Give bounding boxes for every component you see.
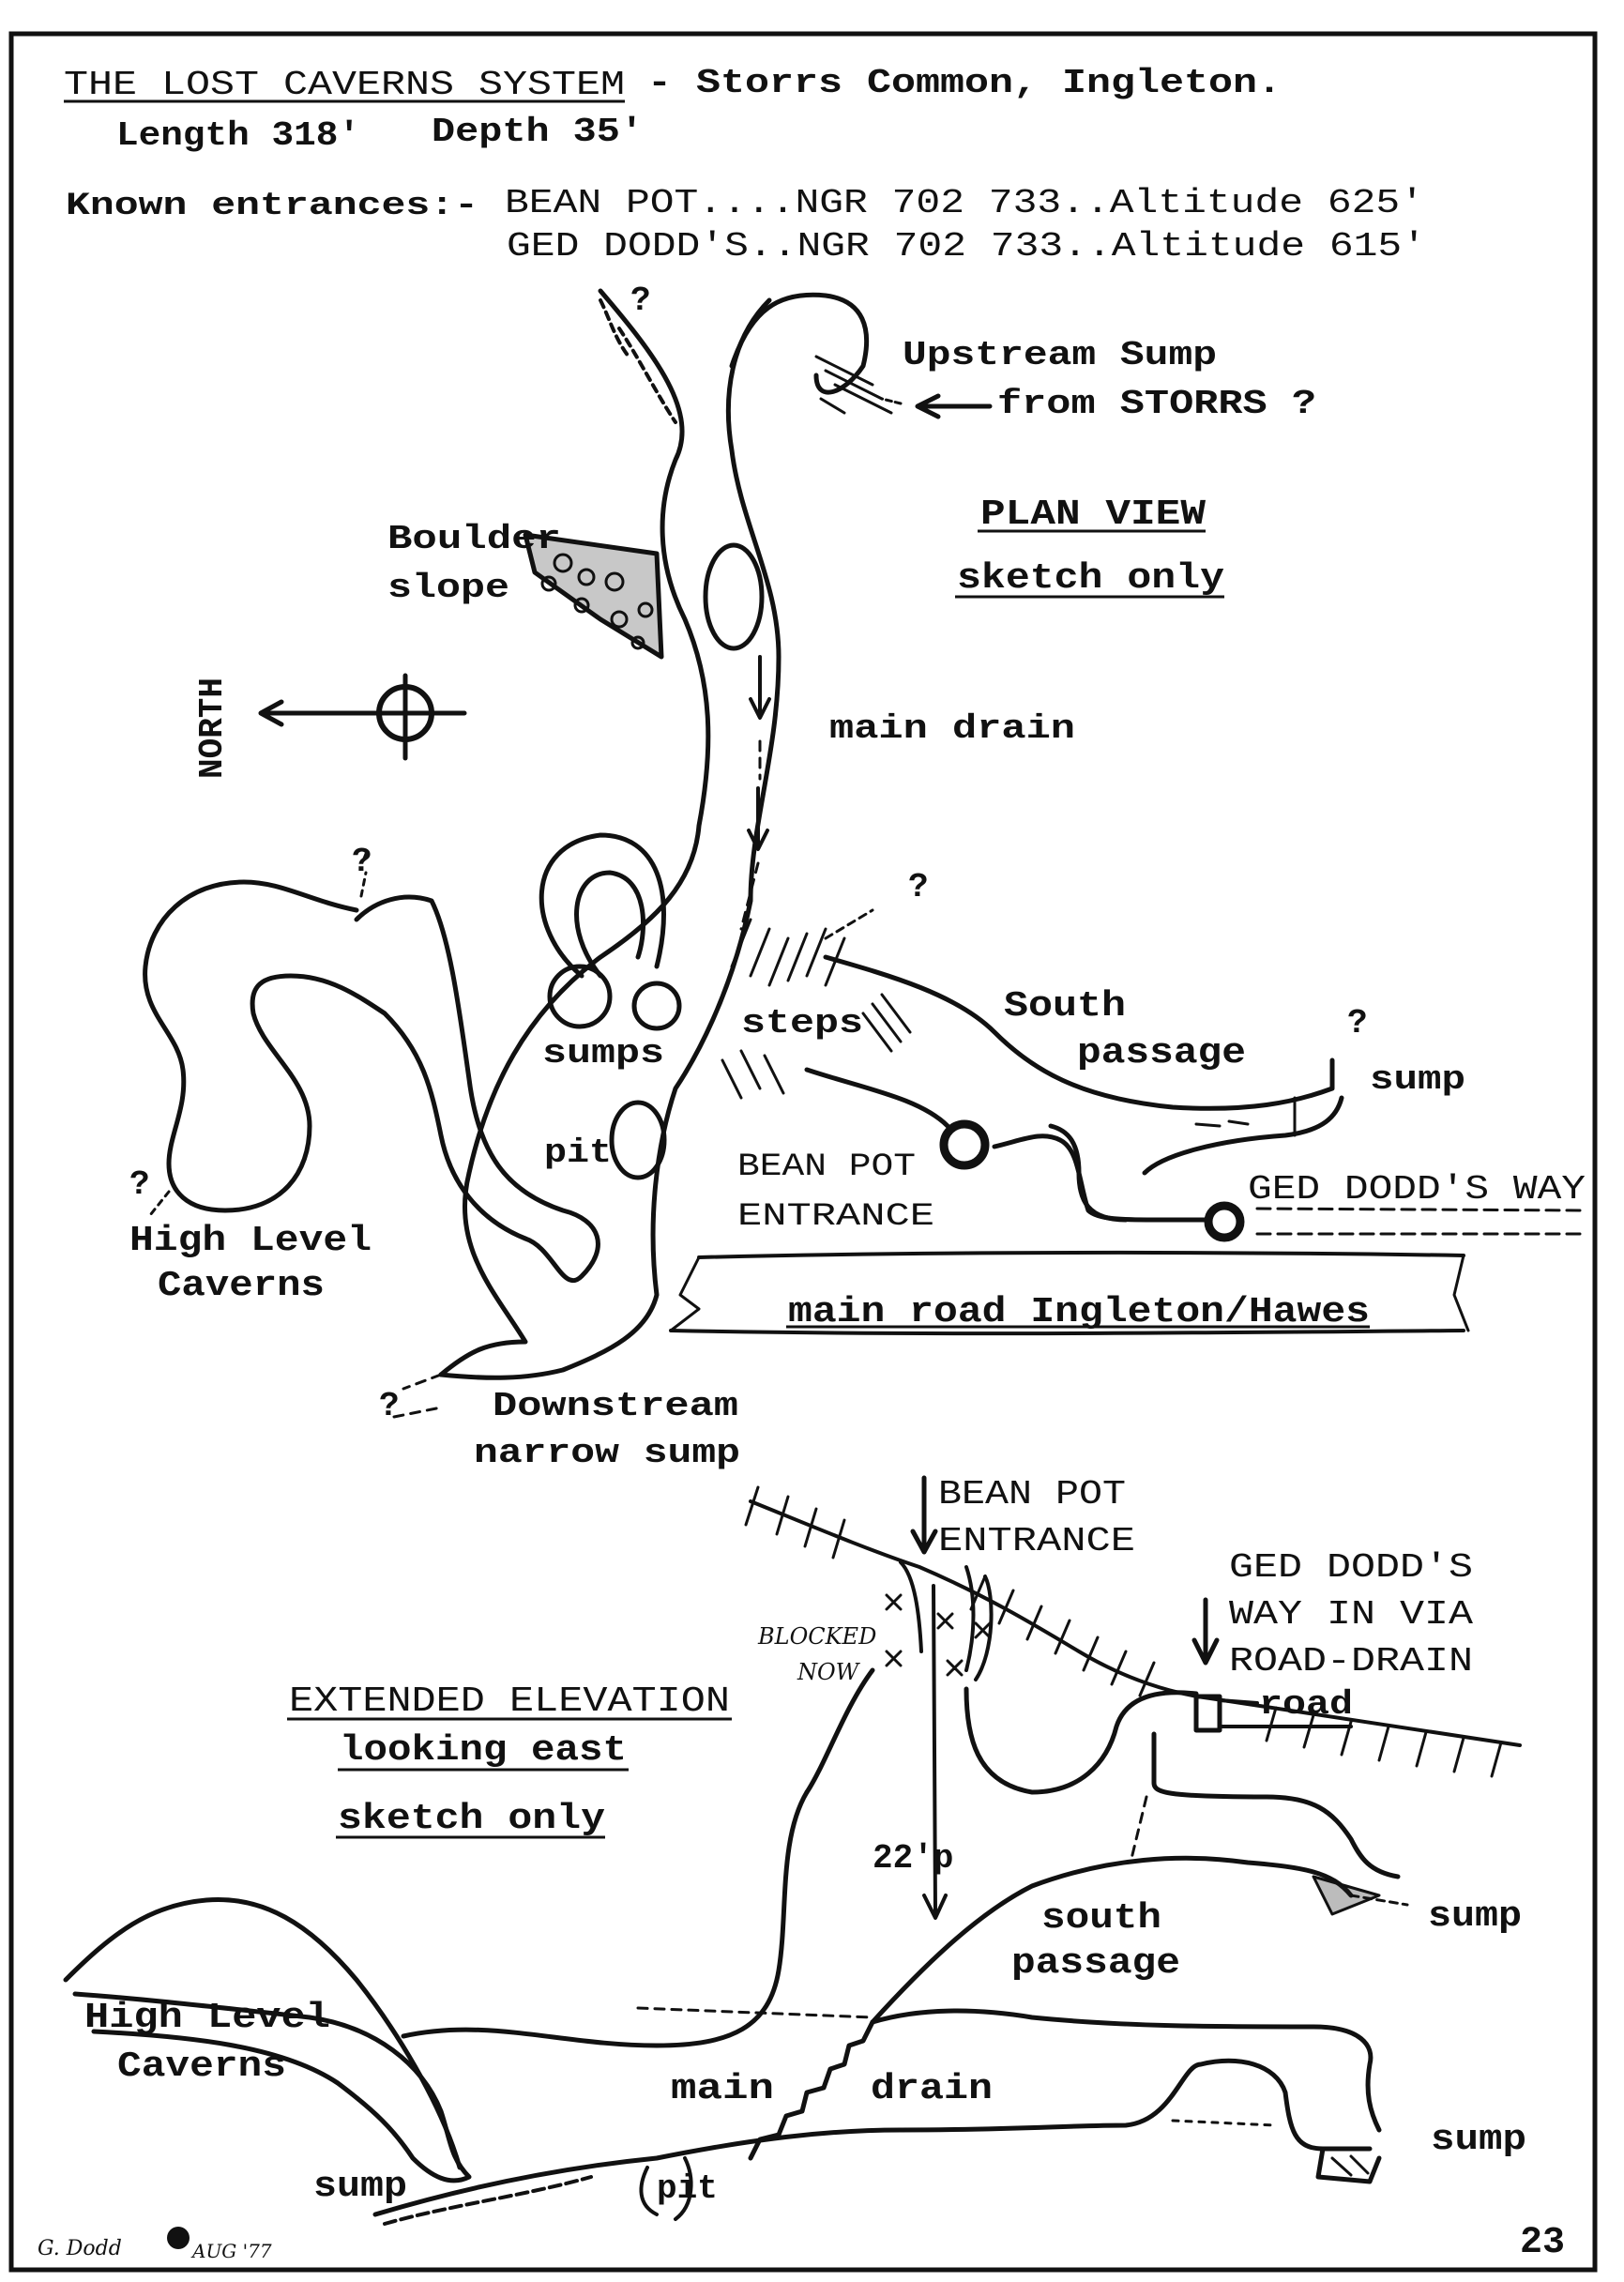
plan-question-steps: ? — [908, 868, 929, 906]
elevation-dashed-connection — [1131, 1797, 1146, 1863]
plan-downstream-lead — [394, 1375, 441, 1417]
elevation-view — [66, 1478, 1520, 2224]
plan-entrance-link — [994, 1136, 1210, 1220]
elevation-sump-bottom-right-hatch — [1332, 2156, 1368, 2175]
header-location: - Storrs Common, Ingleton. — [647, 64, 1282, 102]
footer-date: AUG '77 — [192, 2240, 272, 2262]
elevation-sump-bottom-right-label: sump — [1431, 2120, 1526, 2160]
plan-question-west: ? — [129, 1165, 150, 1204]
header-length: Length 318' — [116, 116, 360, 155]
plan-ged-dodds-entrance — [1208, 1206, 1240, 1238]
elevation-ged-dodds-label-3: ROAD-DRAIN — [1229, 1642, 1473, 1681]
plan-high-level-label-2: Caverns — [158, 1266, 325, 1306]
plan-high-level-west-lead — [150, 1192, 169, 1215]
plan-road-top — [699, 1253, 1464, 1257]
elevation-high-level-label-2: Caverns — [117, 2046, 286, 2087]
footer — [38, 2222, 1565, 2264]
elevation-ged-dodds-label-1: GED DODD'S — [1229, 1548, 1473, 1587]
plan-boulder-label-1: Boulder — [387, 520, 561, 558]
plan-bean-pot-entrance — [944, 1124, 985, 1165]
footer-page-number: 23 — [1520, 2222, 1566, 2264]
elevation-sump-right-label: sump — [1428, 1896, 1522, 1937]
elevation-road-drain-box — [1196, 1696, 1220, 1730]
elevation-sump-right-hatch — [1313, 1877, 1379, 1914]
plan-sump-2 — [634, 983, 679, 1028]
plan-question-upstream: ? — [630, 281, 651, 320]
elevation-subtitle: looking east — [340, 1730, 627, 1771]
elevation-dashed-roof — [638, 2008, 873, 2017]
plan-sumps-label: sumps — [542, 1034, 664, 1073]
elevation-upper-chamber — [807, 1670, 1196, 1792]
plan-upstream-arrow — [918, 396, 990, 417]
plan-bean-pot-label-2: ENTRANCE — [737, 1199, 934, 1235]
plan-steps-label: steps — [741, 1004, 863, 1042]
plan-south-label-2: passage — [1077, 1033, 1246, 1073]
footer-signature-mark — [167, 2227, 190, 2249]
elevation-bean-pot-label-2: ENTRANCE — [938, 1522, 1135, 1560]
elevation-drain-label: drain — [871, 2069, 993, 2109]
plan-upstream-sump-label-1: Upstream Sump — [903, 336, 1217, 374]
plan-upstream-sump-label-2: from STORRS ? — [997, 385, 1316, 423]
plan-subtitle: sketch only — [957, 558, 1225, 599]
elevation-drain-down — [1154, 1734, 1398, 1877]
plan-sump-label: sump — [1370, 1060, 1465, 1099]
elevation-south-label-2: passage — [1011, 1943, 1180, 1984]
header-entrance-bean-pot: BEAN POT....NGR 702 733..Altitude 625' — [505, 184, 1424, 222]
elevation-ged-dodds-label-2: WAY IN VIA — [1229, 1595, 1474, 1634]
plan-title: PLAN VIEW — [980, 494, 1207, 535]
elevation-blocked-label-1: BLOCKED — [758, 1623, 877, 1650]
elevation-south-passage-roof — [873, 1858, 1351, 2022]
elevation-bean-pot-arrow — [913, 1478, 935, 1552]
elevation-pitch-label: 22'p — [873, 1839, 954, 1878]
plan-ged-dodds-way-label: GED DODD'S WAY — [1248, 1170, 1586, 1209]
plan-pillar — [706, 545, 762, 648]
elevation-road-label: road — [1259, 1685, 1353, 1724]
elevation-bean-pot-label-1: BEAN POT — [938, 1475, 1126, 1514]
plan-south-east-lead — [826, 910, 873, 938]
header — [64, 64, 1426, 266]
plan-drain-arrow-1 — [751, 657, 769, 718]
plan-pit-label: pit — [544, 1133, 612, 1172]
header-depth: Depth 35' — [432, 113, 644, 151]
elevation-title: EXTENDED ELEVATION — [289, 1681, 730, 1722]
elevation-main-label: main — [671, 2069, 774, 2109]
plan-question-high-level: ? — [352, 843, 372, 881]
elevation-high-level-label-1: High Level — [84, 1998, 330, 2038]
plan-north-label: NORTH — [193, 677, 232, 779]
elevation-ged-dodds-arrow — [1194, 1600, 1217, 1663]
header-entrances-label: Known entrances:- — [66, 189, 478, 224]
header-title: THE LOST CAVERNS SYSTEM — [64, 66, 625, 104]
elevation-dotted-floor — [1173, 2121, 1276, 2125]
plan-upstream-arrow-dash — [882, 399, 901, 403]
plan-downstream-label-1: Downstream — [493, 1387, 738, 1425]
plan-road-label: main road Ingleton/Hawes — [788, 1292, 1370, 1332]
elevation-sketch-note: sketch only — [338, 1799, 606, 1839]
elevation-sump-bottom-right — [1318, 2149, 1379, 2182]
plan-question-sump: ? — [1347, 1004, 1368, 1042]
plan-ged-dodds-drain — [1257, 1209, 1586, 1234]
plan-downstream-label-2: narrow sump — [474, 1434, 740, 1472]
elevation-south-label-1: south — [1041, 1898, 1161, 1939]
plan-bean-pot-label-1: BEAN POT — [737, 1149, 916, 1185]
elevation-sump-left-label: sump — [313, 2167, 407, 2207]
elevation-pit-label: pit — [657, 2169, 718, 2208]
plan-upstream-sump-hatch — [816, 357, 891, 413]
plan-main-passage-right-wall — [441, 300, 779, 1377]
plan-pit — [612, 1103, 664, 1178]
plan-main-drain-label: main drain — [829, 709, 1075, 748]
footer-signature: G. Dodd — [38, 2237, 122, 2260]
plan-boulder-label-2: slope — [387, 569, 509, 607]
plan-high-level-label-1: High Level — [129, 1221, 372, 1261]
plan-labels — [129, 281, 1586, 1472]
elevation-blocked-label-2: NOW — [797, 1659, 859, 1685]
plan-question-downstream: ? — [379, 1387, 400, 1425]
plan-south-label-1: South — [1004, 986, 1126, 1027]
plan-south-passage-arrows — [1196, 1121, 1248, 1126]
plan-upstream-chamber — [732, 295, 867, 392]
header-entrance-ged-dodds: GED DODD'S..NGR 702 733..Altitude 615' — [507, 227, 1426, 266]
